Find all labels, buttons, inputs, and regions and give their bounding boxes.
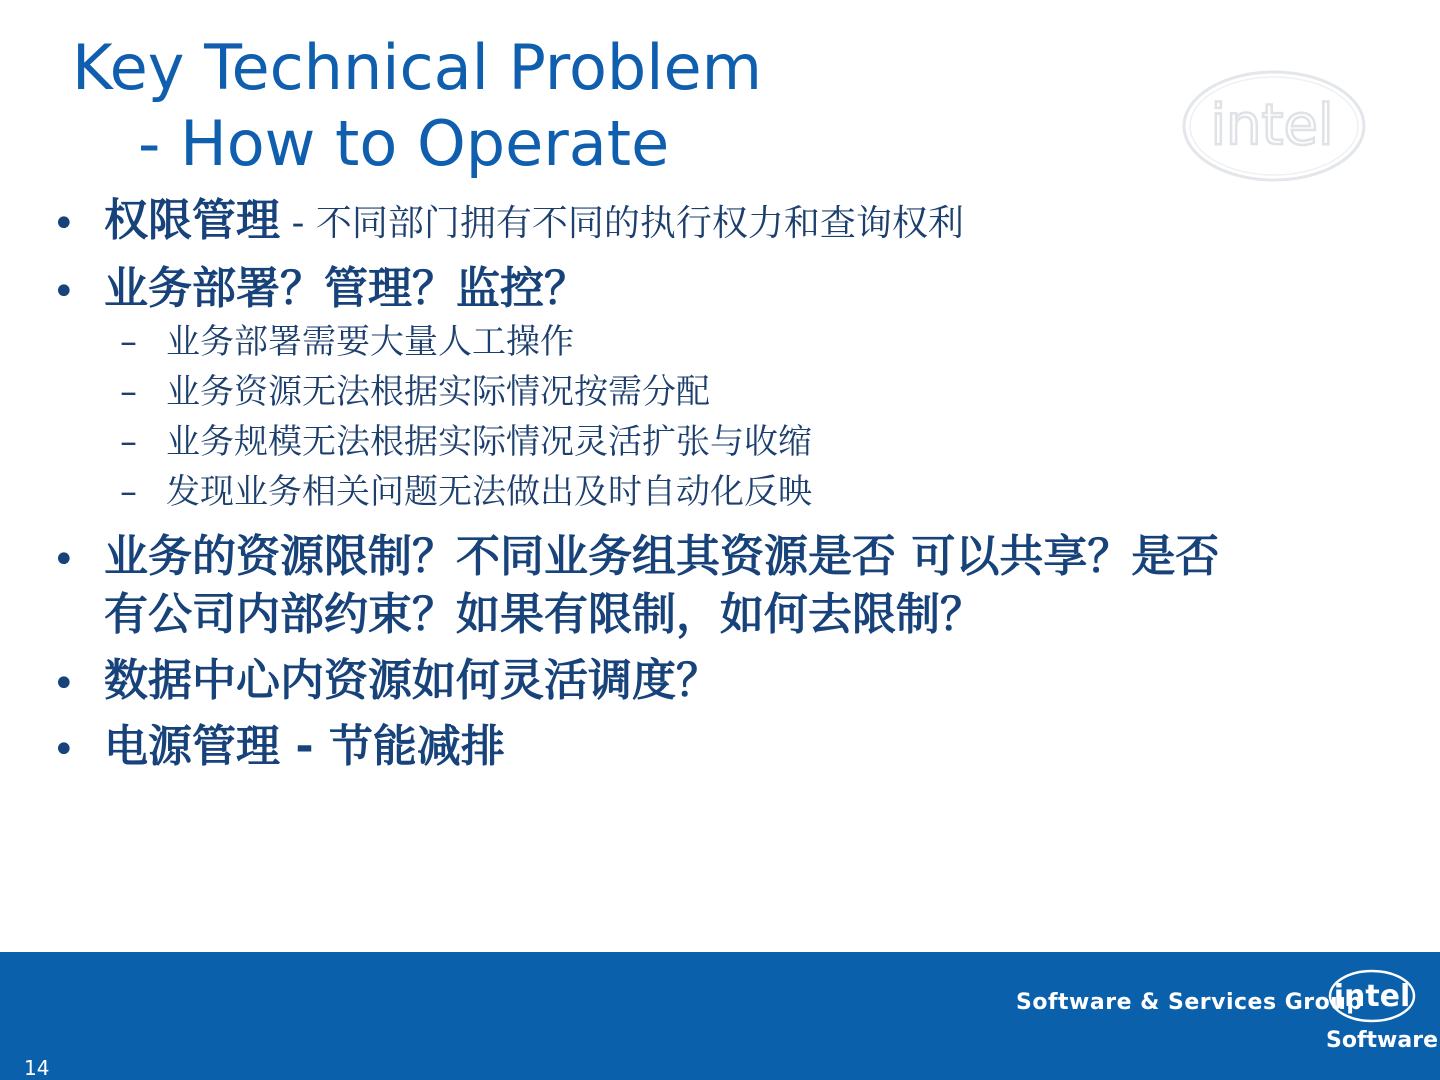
sub-bullet-dash: – xyxy=(120,372,137,412)
sub-bullet-text: 业务资源无法根据实际情况按需分配 xyxy=(166,372,710,412)
slide-title xyxy=(72,30,762,182)
slide-title-line2: - How to Operate xyxy=(138,107,670,180)
sub-bullet-text: 发现业务相关问题无法做出及时自动化反映 xyxy=(166,472,812,512)
page-number: 14 xyxy=(24,1056,50,1080)
sub-bullet-dash: – xyxy=(120,322,137,362)
footer-logo-text: intel xyxy=(1333,979,1411,1014)
bullet-main: 权限管理 xyxy=(104,195,280,246)
sub-bullet-dash: – xyxy=(120,422,137,462)
bullet-text xyxy=(104,192,964,253)
intel-logo-icon xyxy=(1326,966,1422,1024)
bullet-main-line2: 有公司内部约束？如果有限制，如何去限制？ xyxy=(104,589,984,640)
sub-bullet-dash: – xyxy=(120,472,137,512)
watermark-logo-text: intel xyxy=(1210,93,1334,158)
bullet-dot: • xyxy=(52,537,76,583)
sub-bullet xyxy=(120,422,812,462)
footer-group-label: Software & Services Group xyxy=(1016,990,1363,1015)
bullet-desc: - 不同部门拥有不同的执行权力和查询权利 xyxy=(280,203,964,244)
bullet-dot: • xyxy=(52,727,76,773)
bullet-main-line1: 业务的资源限制？不同业务组其资源是否 可以共享？是否 xyxy=(104,531,1220,582)
bullet-dot: • xyxy=(52,269,76,315)
bullet-text: 数据中心内资源如何灵活调度？ xyxy=(104,655,720,706)
footer-software-label: Software xyxy=(1326,1028,1438,1053)
bullet-text xyxy=(104,528,1219,644)
bullet-text: 电源管理 - 节能减排 xyxy=(104,721,505,772)
sub-bullet xyxy=(120,372,710,412)
bullet-dot: • xyxy=(52,201,76,247)
sub-bullet xyxy=(120,472,812,512)
sub-bullet-text: 业务部署需要大量人工操作 xyxy=(166,322,574,362)
footer-bar xyxy=(0,952,1440,1080)
intel-watermark-logo-icon xyxy=(1178,62,1370,190)
bullet-text: 业务部署？管理？监控？ xyxy=(104,263,588,314)
bullet-dot: • xyxy=(52,661,76,707)
slide-title-line1: Key Technical Problem xyxy=(72,31,762,104)
sub-bullet xyxy=(120,322,574,362)
sub-bullet-text: 业务规模无法根据实际情况灵活扩张与收缩 xyxy=(166,422,812,462)
